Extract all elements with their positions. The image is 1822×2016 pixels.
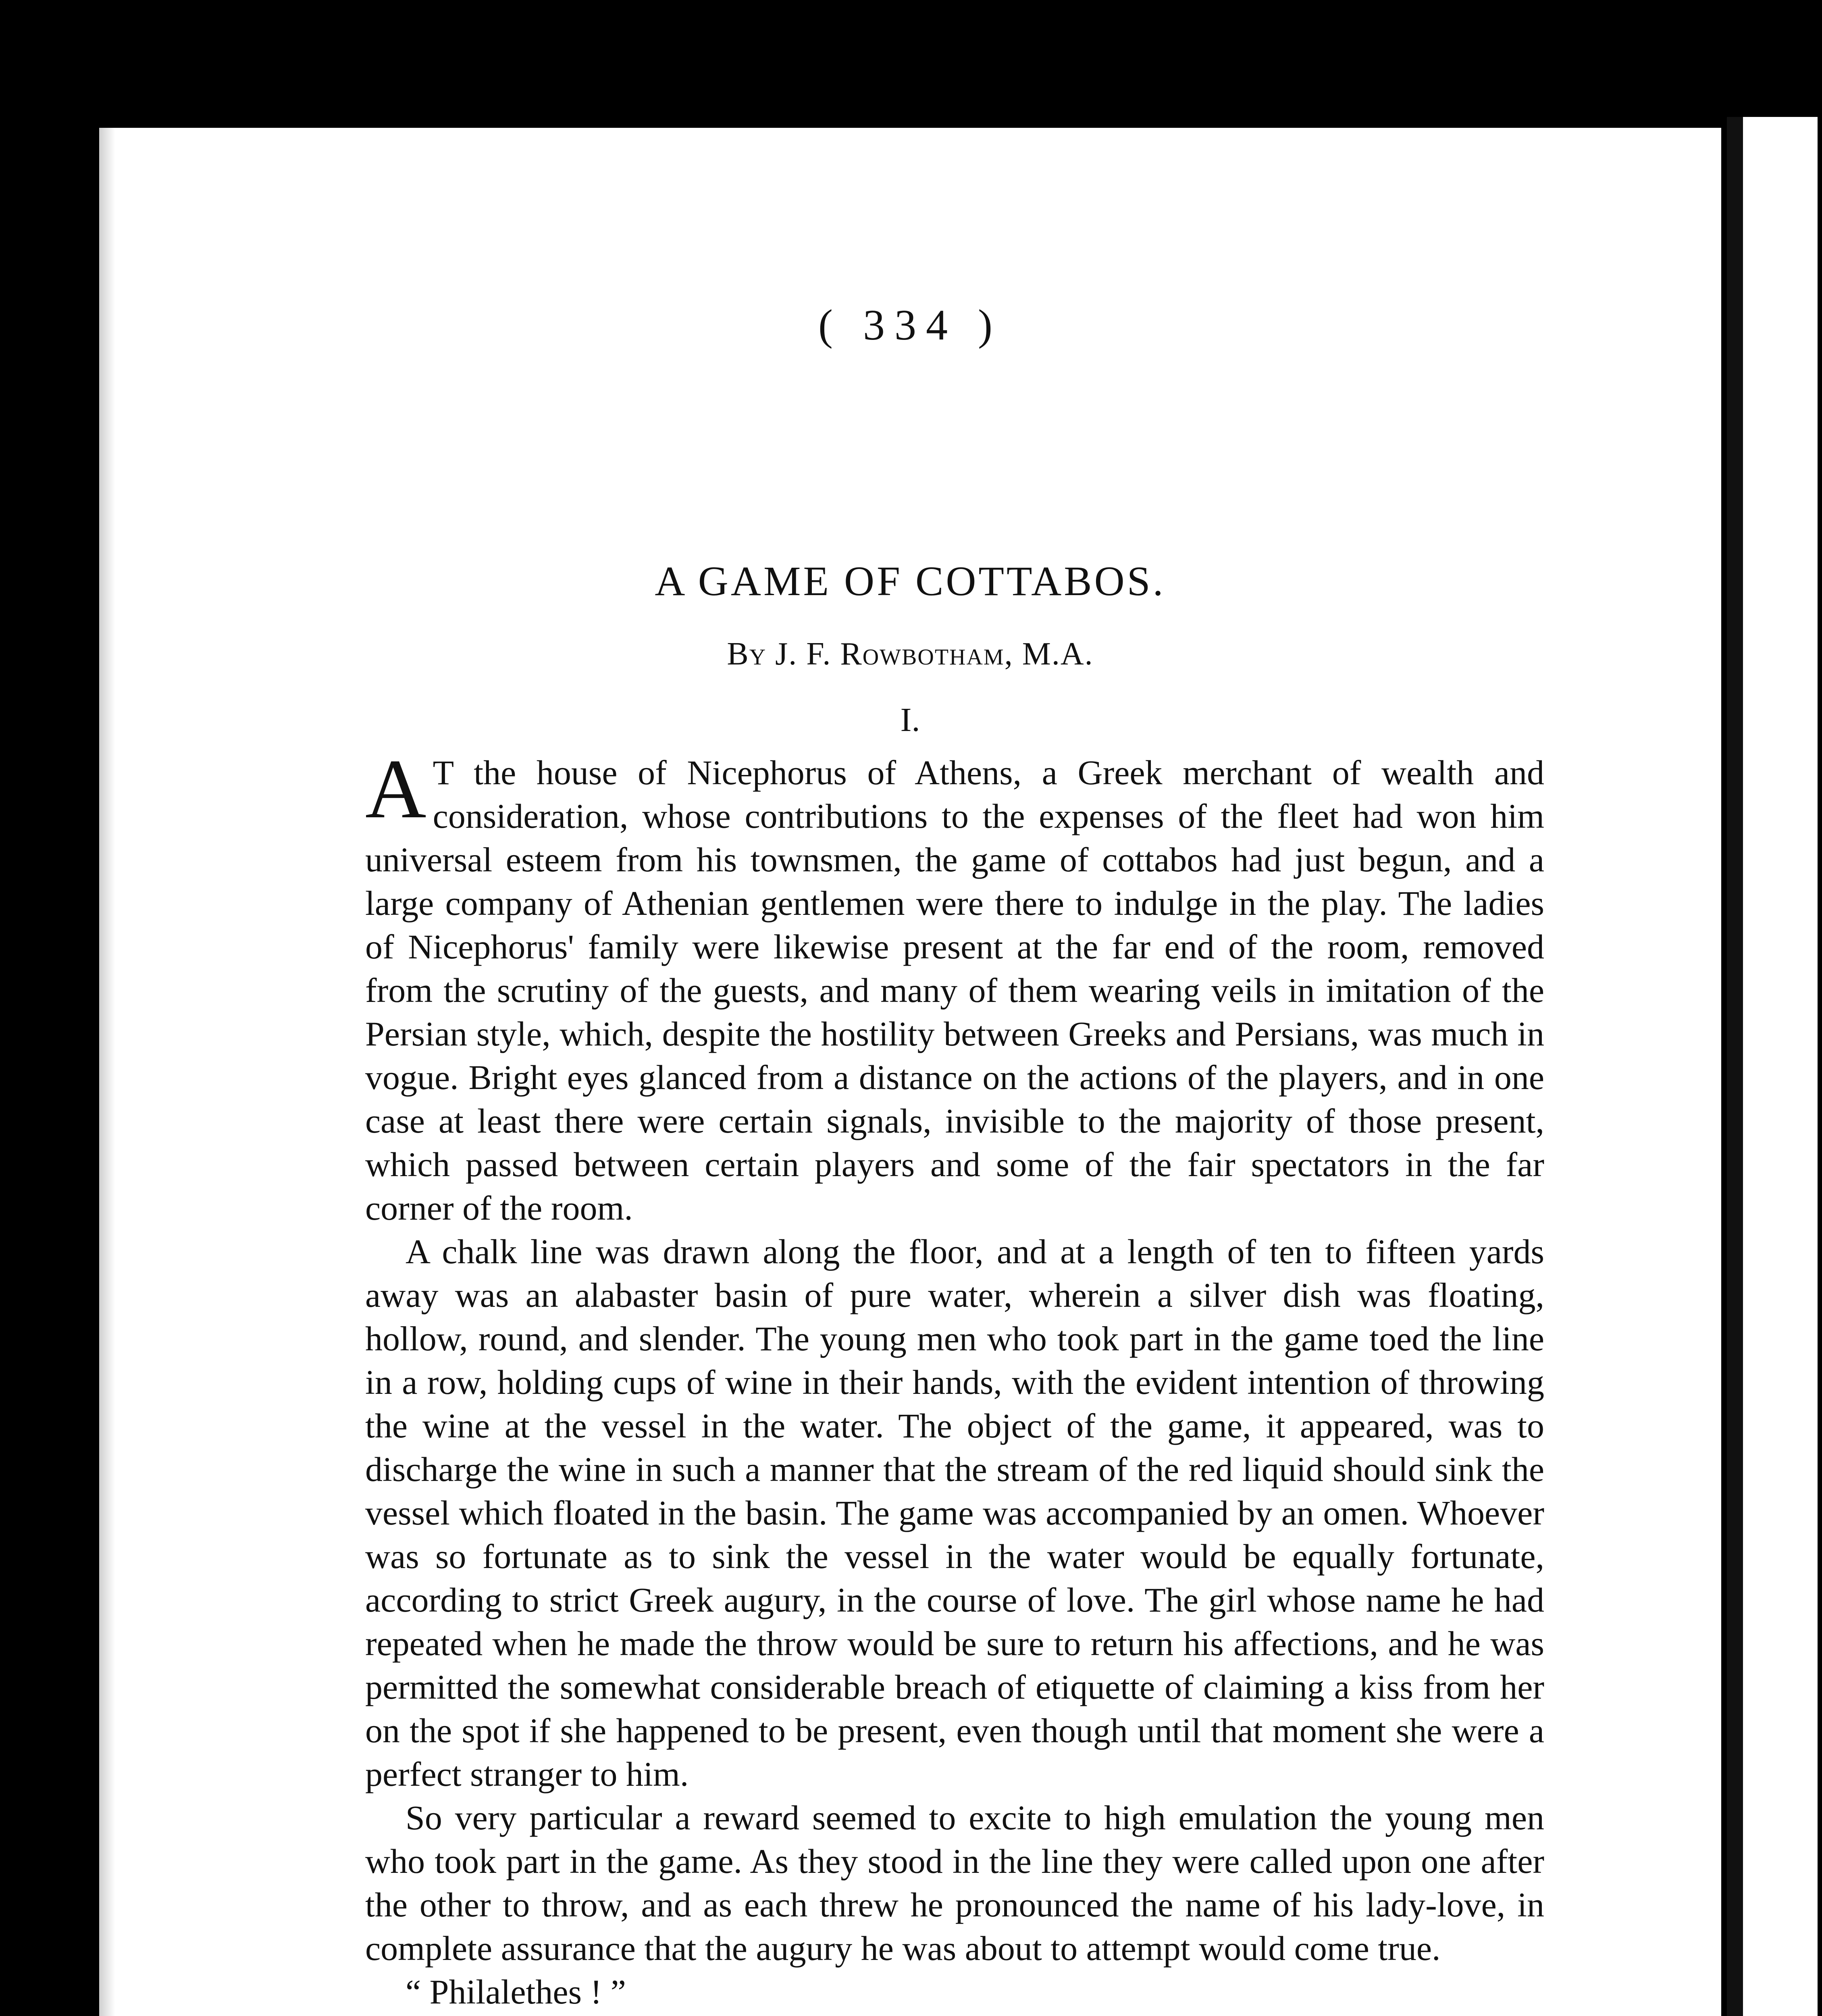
drop-cap: A <box>365 742 426 836</box>
gutter-shadow <box>1727 117 1743 2016</box>
article-body <box>365 742 1544 2016</box>
paragraph-2: A chalk line was drawn along the floor, and at a length of ten to fifteen yards away was an alabaster basin of pure water, wherein a silver dish was floating, hollow, round, and slender. The young men who took part in the game toed the line in a row, holding cups of wine in their hands, with the evident intention of throwing the wine at the vessel in the water. The object of the game, it appeared, was to discharge the wine in such a manner that the stream of the red liquid should sink the vessel which floated in the basin. The game was accompanied by an omen. Whoever was so fortunate as to sink the vessel in the water would be equally fortunate, according to strict Greek augury, in the course of love. The girl whose name he had repeated when he made the throw would be sure to return his affections, and he was permitted the somewhat considerable breach of etiquette of claiming a kiss from her on the spot if she happened to be present, even though until that moment she were a perfect stranger to him. <box>365 1232 1544 1793</box>
author-byline: By J. F. Rowbotham, M.A. <box>727 636 1094 672</box>
section-number: I. <box>900 701 920 739</box>
article-title: A GAME OF COTTABOS. <box>655 558 1166 604</box>
paragraph-1 <box>365 742 1544 1230</box>
page-edge-shading <box>99 128 115 2016</box>
paragraph-3: So very particular a reward seemed to excite to high emulation the young men who took part in the game. As they stood in the line they were called upon one after the other to throw, and as each threw he pronounced the name of his lady-love, in complete assurance that the augury he was about to attempt would come true. <box>365 1798 1544 1968</box>
page-number: ( 334 ) <box>818 301 1002 349</box>
paragraph-1-text: T the house of Nicephorus of Athens, a Greek merchant of wealth and consideration, whose contributions to the expenses of the fleet had won him universal esteem from his townsmen, the game of cottabos had just begun, and a large company of Athenian gentlemen were there to indulge in the play. The ladies of Nicephorus' family were likewise present at the far end of the room, removed from the scrutiny of the guests, and many of them wearing veils in imitation of the Persian style, which, despite the hostility between Greeks and Persians, was much in vogue. Bright eyes glanced from a distance on the actions of the players, and in one case at least there were certain signals, invisible to the majority of those present, which passed between certain players and some of the fair spectators in the far corner of the room. <box>365 753 1544 1227</box>
paragraph-4: “ Philalethes ! ” <box>406 1972 626 2011</box>
facing-page-edge <box>1727 117 1818 2016</box>
book-page <box>99 128 1721 2016</box>
paragraph-5 <box>365 2014 1544 2016</box>
